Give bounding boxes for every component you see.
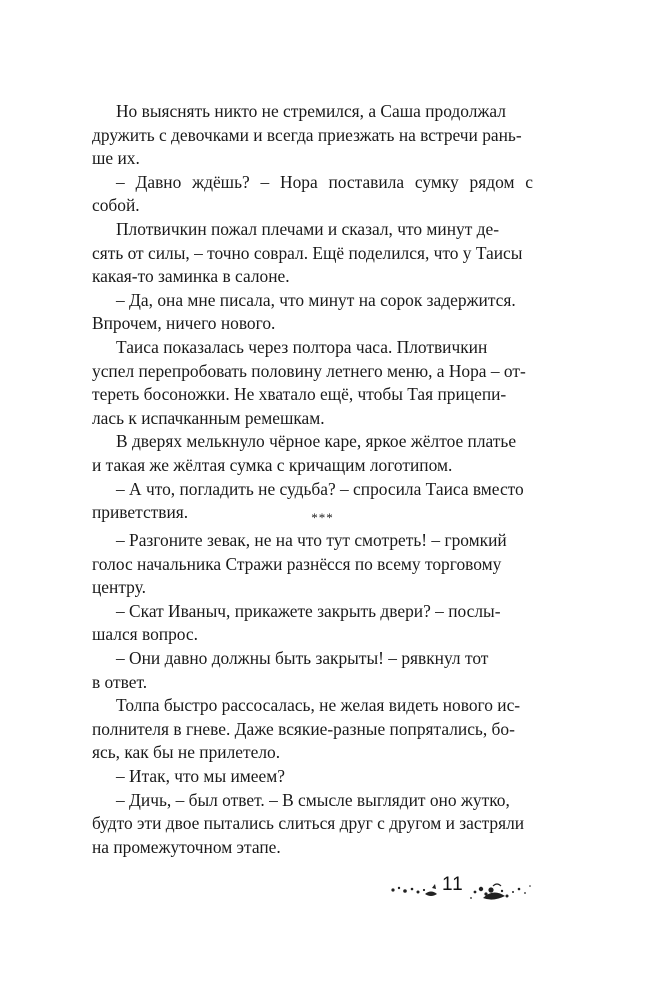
paragraph: Таиса показалась через полтора часа. Плотвичкин успел перепробовать половину летнего меню, а Нора – от- тереть босоножки. Не хватало ещё, чтобы Тая прицепи- лась к испачканным ремешкам.: [92, 336, 526, 428]
paragraph: – Разгоните зевак, не на что тут смотреть! – громкий голос начальника Стражи разнёсся по всему торговому центру.: [92, 530, 507, 598]
paragraph: – Скат Иваныч, прикажете закрыть двери? – послы- шался вопрос.: [92, 600, 501, 645]
paragraph: – А что, погладить не судьба? – спросила Таиса вместо приветствия.: [92, 478, 524, 523]
paragraph: – Они давно должны быть закрыты! – рявкнул тот в ответ.: [92, 647, 489, 692]
paragraph: – Давно ждёшь? – Нора поставила сумку рядом с собой.: [92, 171, 533, 216]
paragraph: Толпа быстро рассосалась, не желая видеть нового ис- полнителя в гневе. Даже всякие-разные попрятались, бо- ясь, как бы не прилетело.: [92, 695, 521, 763]
section-separator: ***: [311, 510, 334, 525]
text-block-top: [92, 100, 533, 525]
paragraph: Плотвичкин пожал плечами и сказал, что минут де- сять от силы, – точно соврал. Ещё поделился, что у Таисы какая-то заминка в салоне.: [92, 218, 523, 287]
paragraph: В дверях мелькнуло чёрное каре, яркое жёлтое платье и такая же жёлтая сумка с кричащим логотипом.: [92, 431, 517, 475]
paragraph: – Дичь, – был ответ. – В смысле выглядит оно жутко, будто эти двое пытались слиться друг с другом и застряли на промежуточном этапе.: [92, 789, 525, 857]
paragraph: – Итак, что мы имеем?: [116, 765, 285, 786]
paragraph: – Да, она мне писала, что минут на сорок задержится. Впрочем, ничего нового.: [92, 289, 516, 334]
paragraph: Но выяснять никто не стремился, а Саша продолжал дружить с девочками и всегда приезжать на встречи рань- ше их.: [92, 101, 522, 169]
text-block-bottom: [92, 529, 533, 859]
page-number: 11: [442, 874, 464, 895]
